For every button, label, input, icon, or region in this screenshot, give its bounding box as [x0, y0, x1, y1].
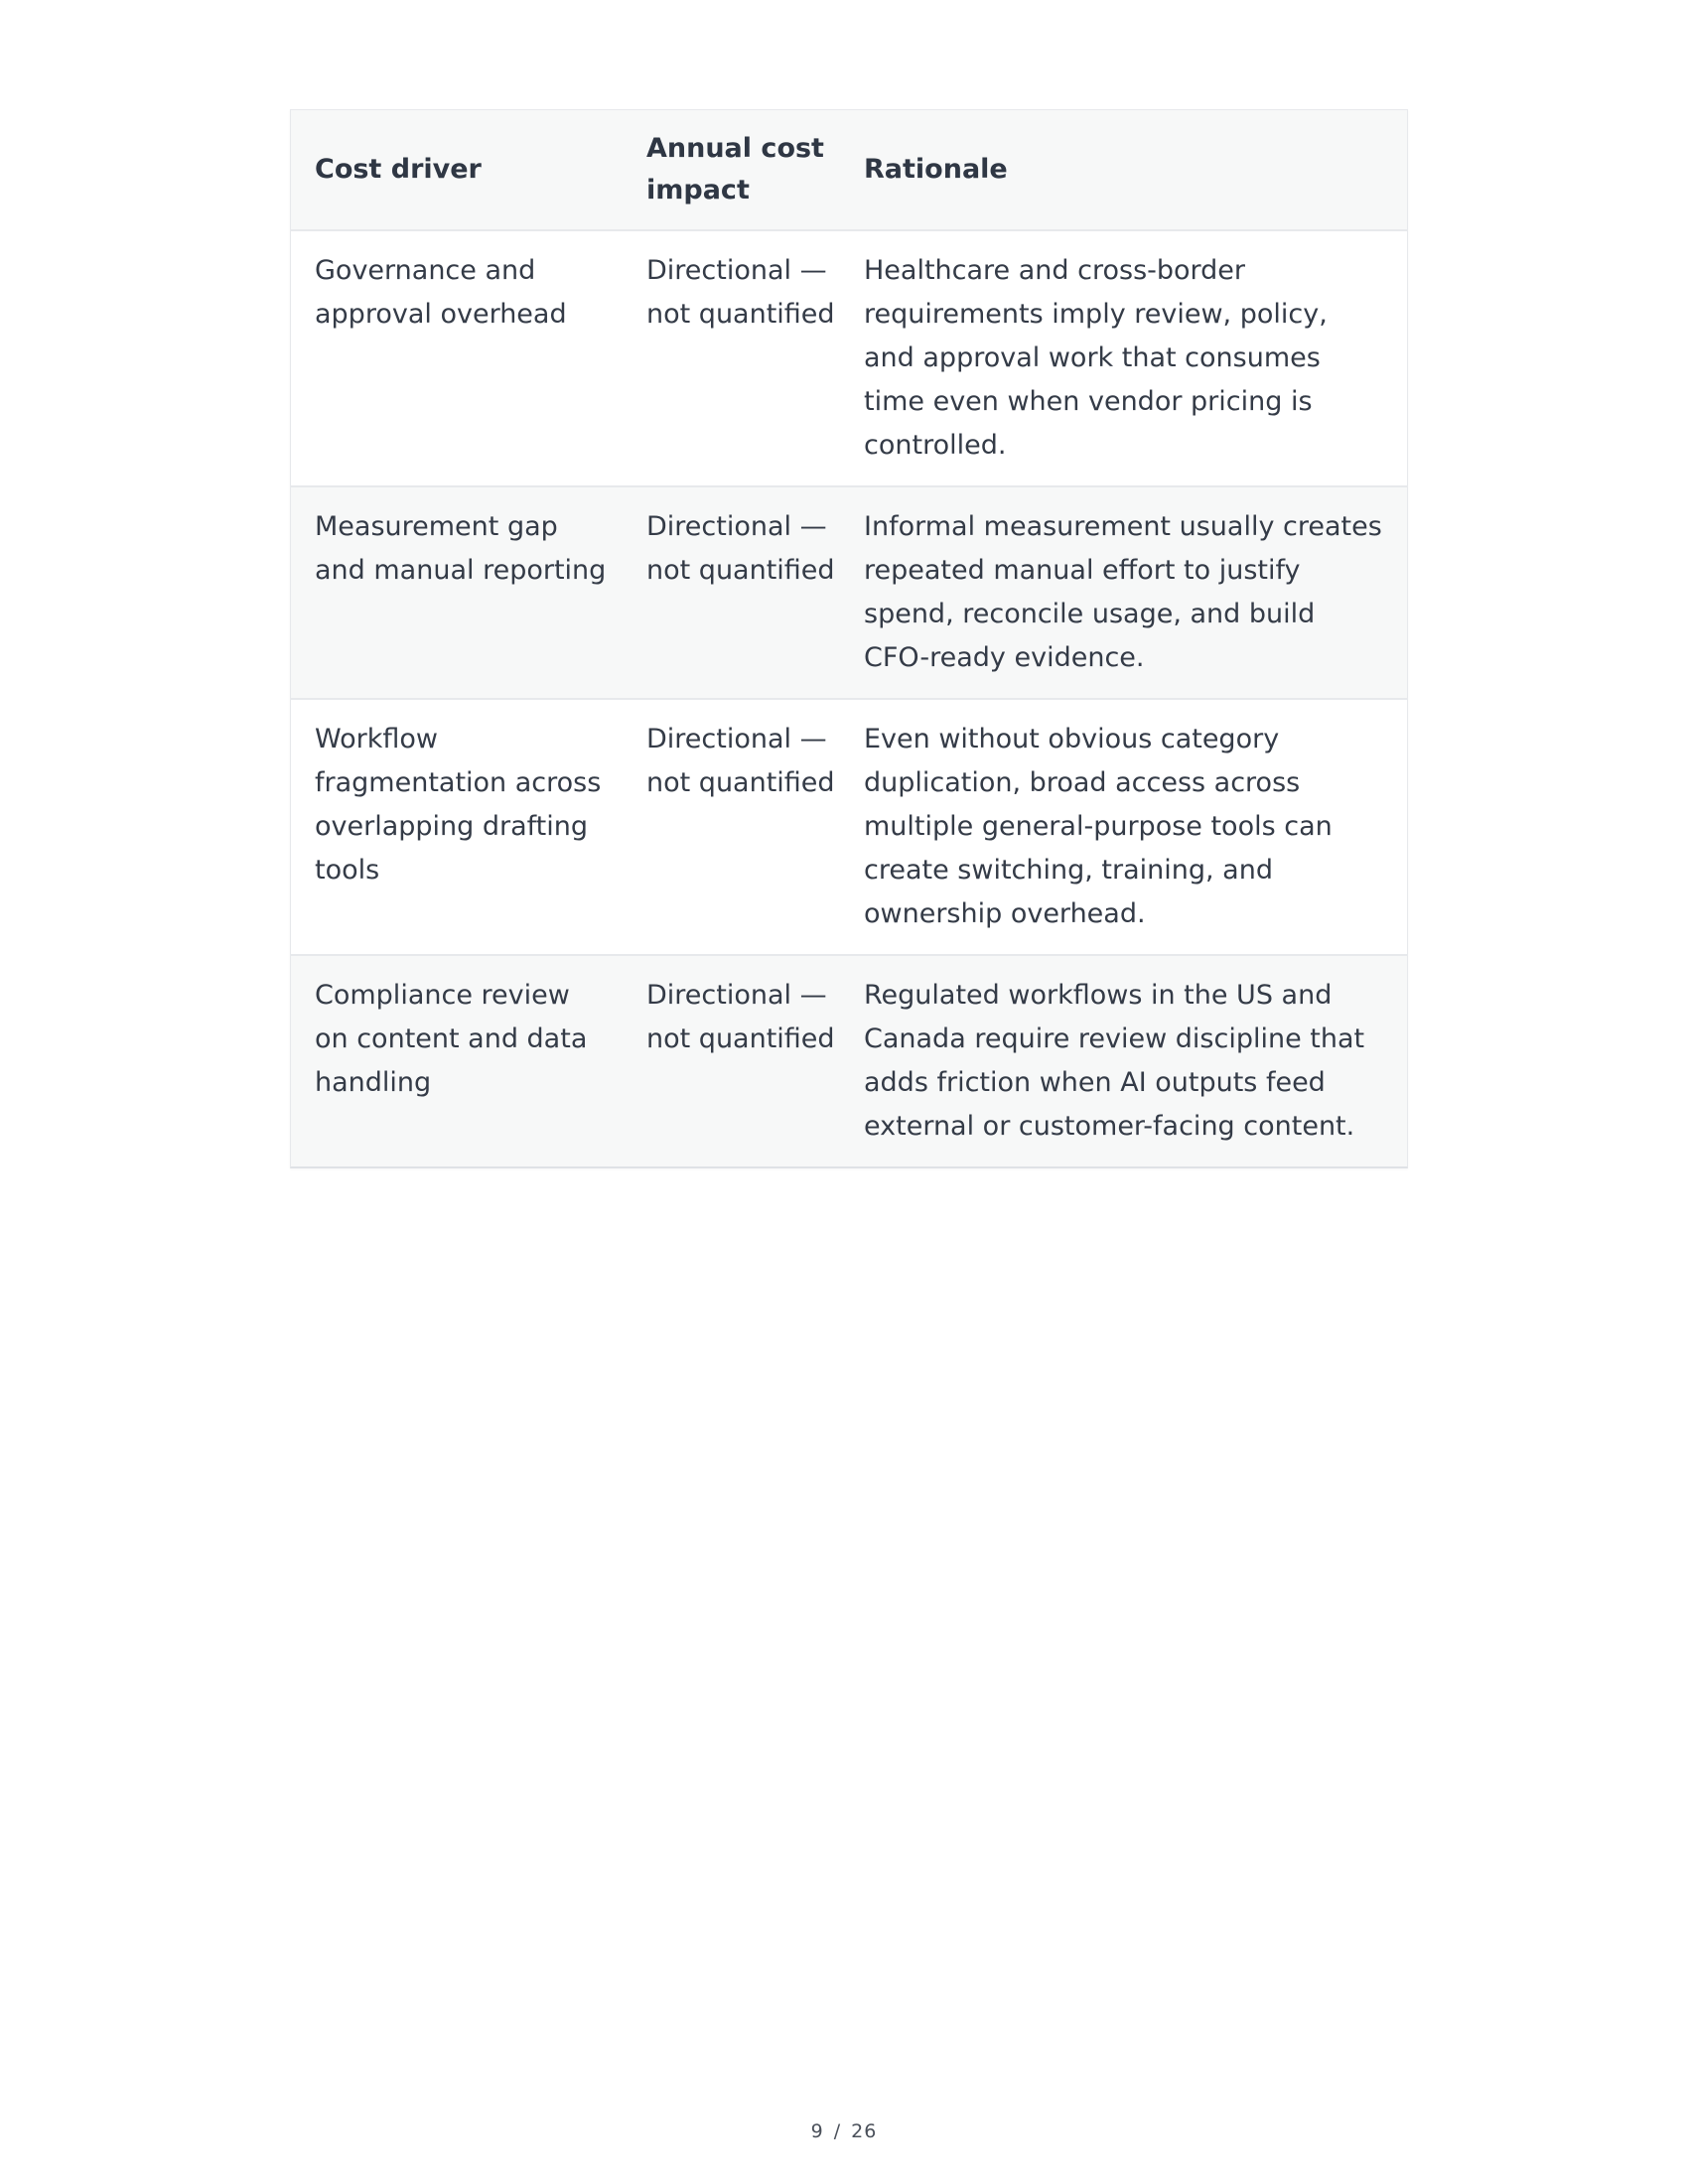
cell-rationale: Even without obvious category duplication, broad access across multiple general-purpose tools can create switching, training, and ownership overhead.: [864, 724, 1333, 929]
cost-driver-table: [290, 109, 1408, 1168]
cell-rationale: Informal measurement usually creates repeated manual effort to justify spend, reconcile usage, and build CFO-ready evidence.: [864, 511, 1382, 673]
table-row: [291, 230, 1407, 486]
cell-cost-driver: Compliance review on content and data handling: [315, 980, 588, 1098]
table-header: [291, 110, 1407, 230]
table-row: [291, 699, 1407, 955]
cell-annual-cost-impact: Directional — not quantified: [646, 255, 835, 330]
cell-annual-cost-impact: Directional — not quantified: [646, 511, 835, 586]
cell-cost-driver: Governance and approval overhead: [315, 255, 567, 330]
cell-annual-cost-impact: Directional — not quantified: [646, 724, 835, 798]
table-row: [291, 955, 1407, 1166]
table: [291, 110, 1407, 1166]
cell-annual-cost-impact: Directional — not quantified: [646, 980, 835, 1054]
cell-rationale: Healthcare and cross-border requirements imply review, policy, and approval work that consumes time even when vendor pricing is controlled.: [864, 255, 1328, 461]
header-row: [291, 110, 1407, 230]
page-separator: /: [833, 2120, 842, 2142]
table-row: [291, 486, 1407, 699]
page-number: [0, 2120, 1688, 2142]
header-annual-cost-impact: Annual cost impact: [646, 133, 824, 205]
header-rationale: Rationale: [864, 154, 1008, 185]
current-page-number: 9: [810, 2120, 824, 2142]
table-body: [291, 230, 1407, 1166]
cell-cost-driver: Measurement gap and manual reporting: [315, 511, 607, 586]
cell-cost-driver: Workflow fragmentation across overlapping drafting tools: [315, 724, 602, 886]
total-page-count: 26: [851, 2120, 878, 2142]
cell-rationale: Regulated workflows in the US and Canada require review discipline that adds friction when AI outputs feed external or customer-facing content.: [864, 980, 1365, 1142]
header-cost-driver: Cost driver: [315, 154, 482, 185]
